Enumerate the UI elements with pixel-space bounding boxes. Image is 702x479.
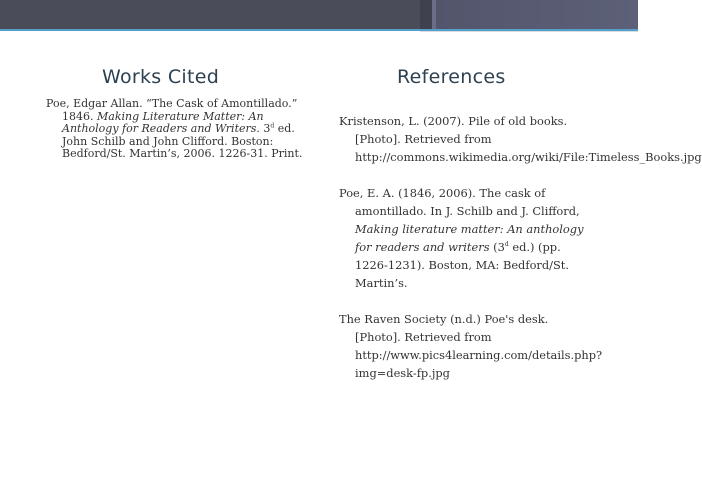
reference-entry-kristenson: Kristenson, L. (2007). Pile of old books. [Photo]. Retrieved from http://commons.wikimedia.org/wiki/File:Timeless_Books.jpg: [339, 114, 702, 164]
reference-entry-raven-society: The Raven Society (n.d.) Poe's desk. [Photo]. Retrieved from http://www.pics4learning.com/details.php?img=desk-fp.jpg: [339, 312, 603, 380]
entry-text: Poe, E. A. (1846, 2006). The cask of amontillado. In J. Schilb and J. Clifford,: [339, 186, 580, 218]
works-cited-entry: [46, 98, 316, 161]
entry-title: Making Literature Matter: An Anthology for Readers and Writers.: [62, 109, 264, 135]
works-cited-column: [46, 98, 316, 161]
entry-edition: (3: [489, 240, 505, 254]
banner-rule-secondary: [420, 31, 638, 32]
entry-text-continued: ed.) (pp. 1226-1231). Boston, MA: Bedford/St. Martin’s.: [355, 240, 569, 290]
references-column: [339, 112, 702, 400]
accent-notch-highlight: [432, 0, 436, 29]
edition-number: 3: [263, 122, 271, 135]
works-cited-heading: Works Cited: [102, 66, 220, 88]
edition-superscript: d: [270, 122, 275, 130]
entry-text: Poe, Edgar Allan. “The Cask of Amontillado.” 1846.: [46, 97, 298, 123]
edition-superscript: d: [504, 241, 509, 249]
entry-title: Making literature matter: An anthology for readers and writers: [355, 222, 584, 254]
reference-entry-poe: [339, 184, 597, 292]
accent-notch: [420, 0, 432, 29]
top-banner-accent: [420, 0, 638, 29]
references-heading: References: [397, 66, 506, 88]
entry-text-continued: ed. John Schilb and John Clifford. Boston: Bedford/St. Martin’s, 2006. 1226-31. Print.: [62, 122, 303, 160]
